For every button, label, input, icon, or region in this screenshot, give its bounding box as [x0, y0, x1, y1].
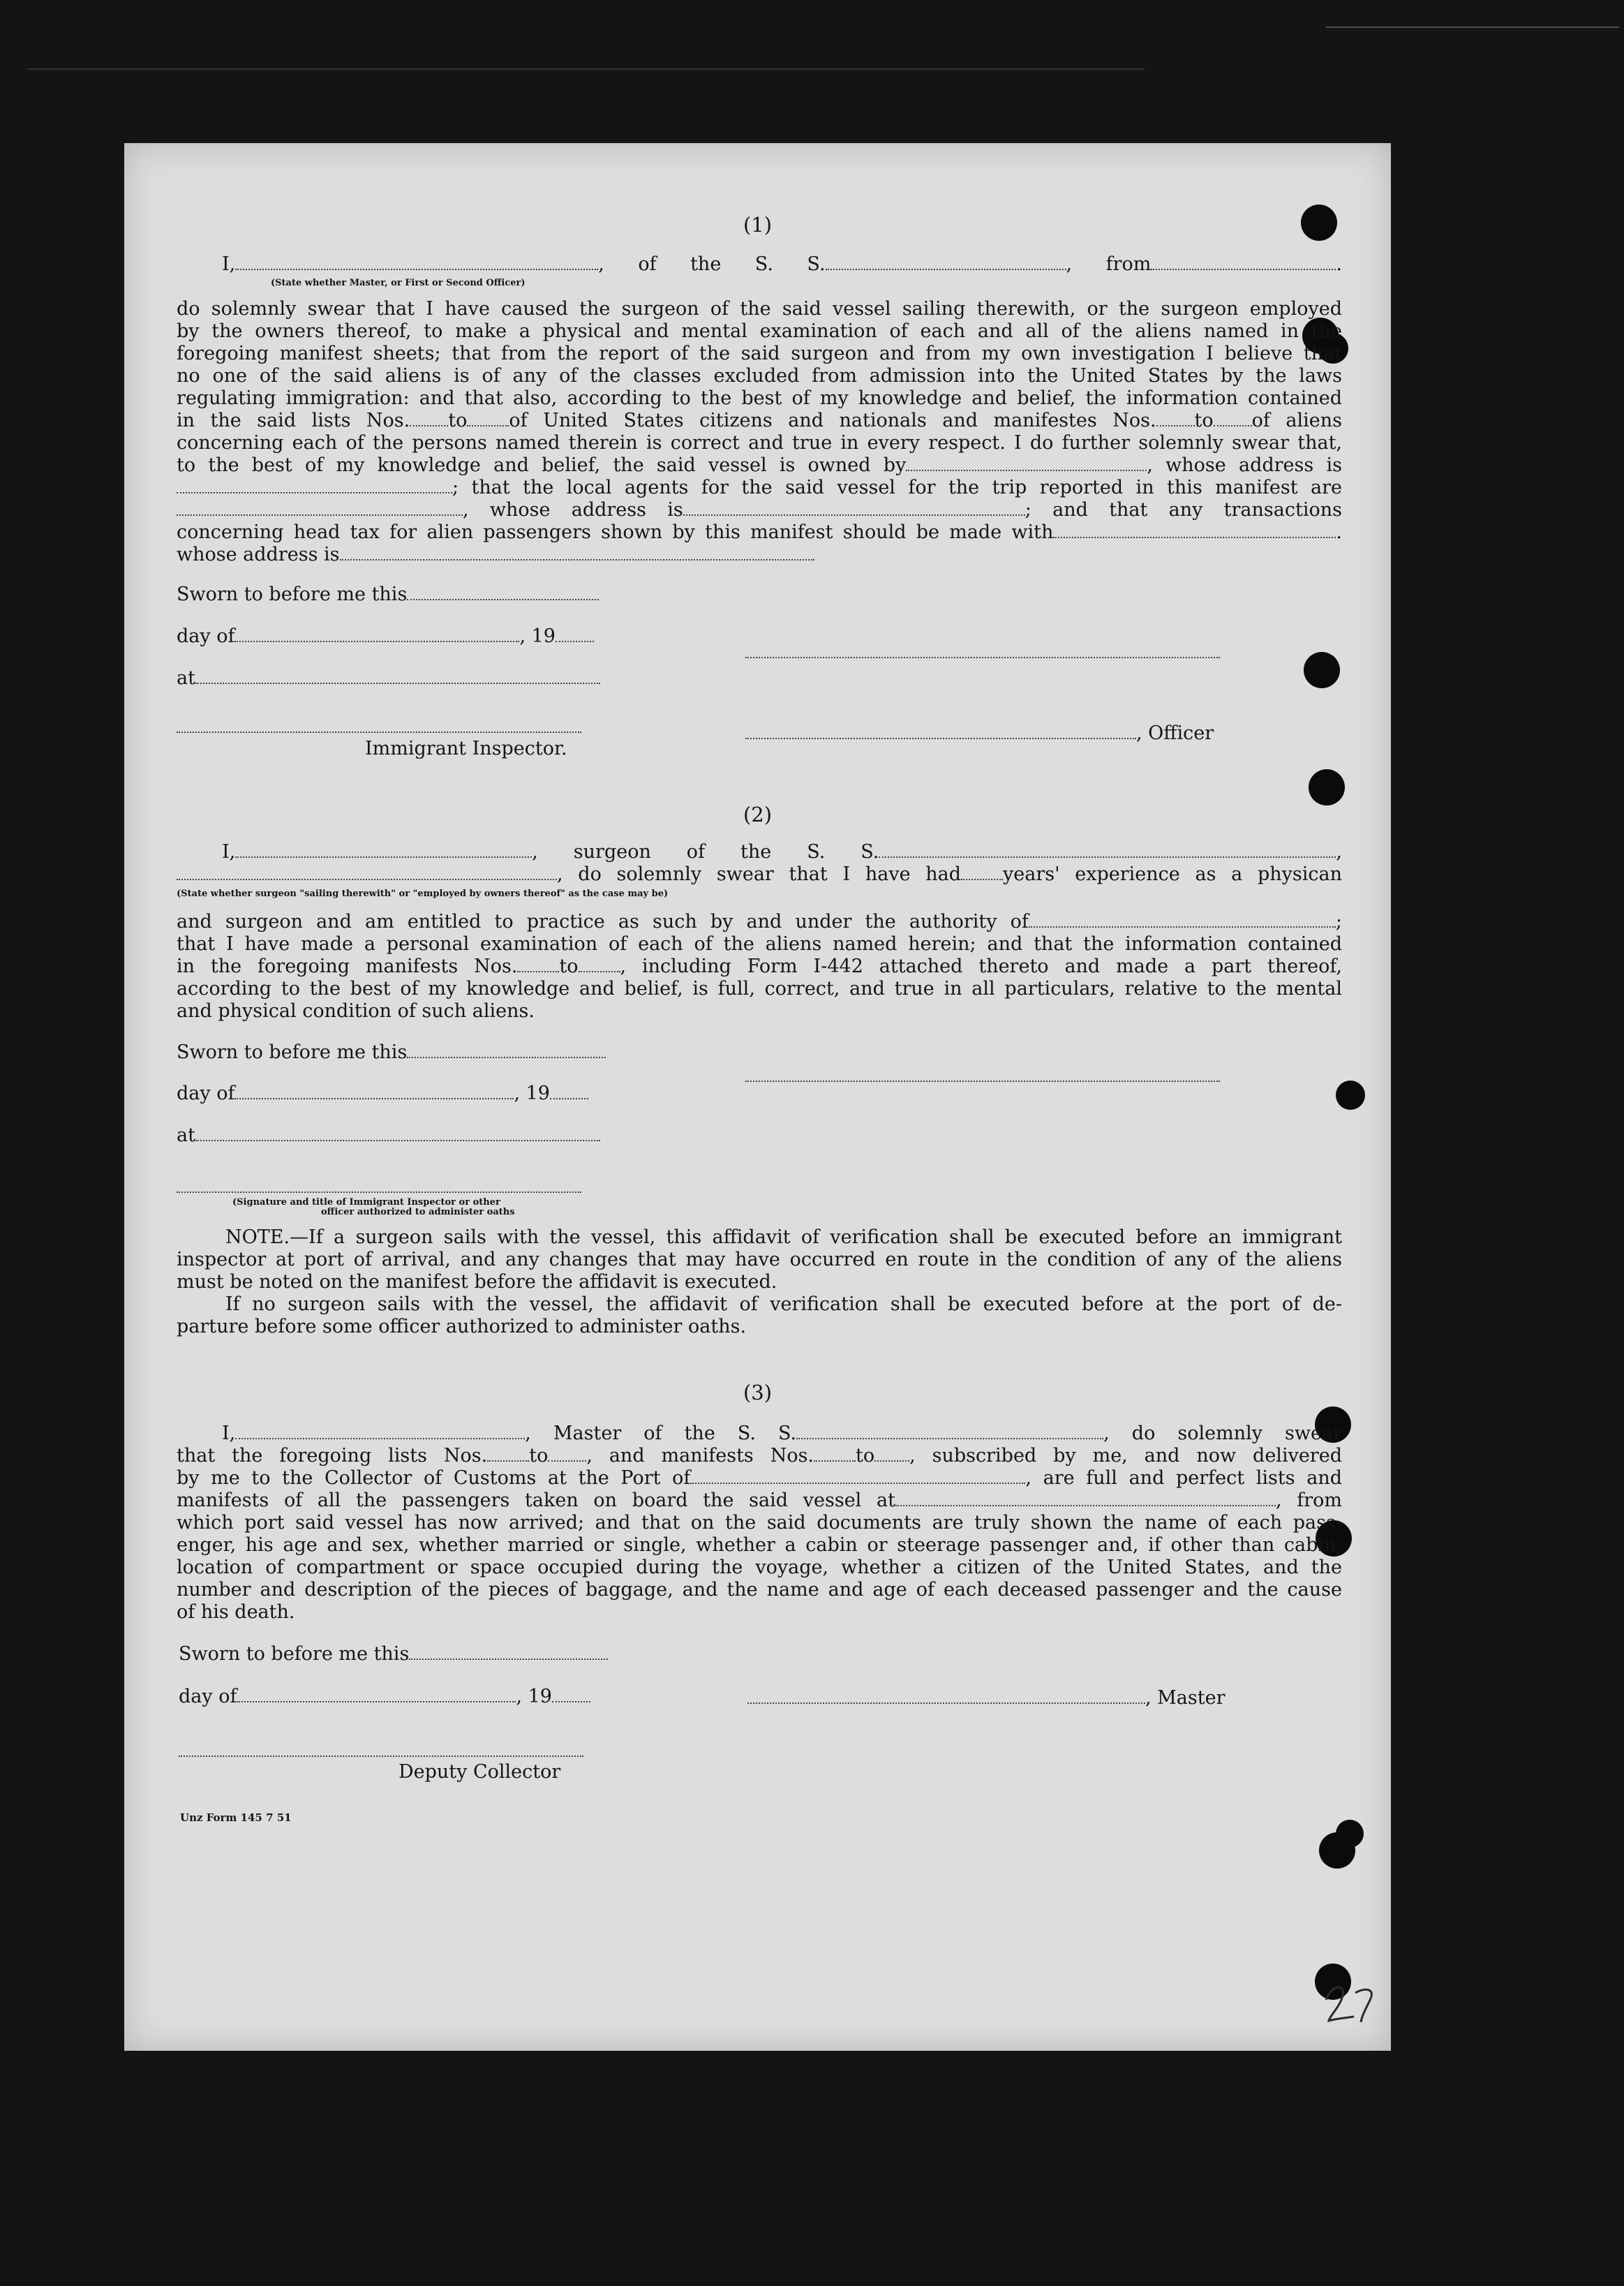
punch-hole	[1309, 769, 1345, 806]
section-3-text-line: location of compartment or space occupied during the voyage, whether a citizen of the United States, and the	[177, 1557, 1342, 1578]
note-text-line: NOTE.—If a surgeon sails with the vessel, this affidavit of verification shall be executed before an immigrant	[225, 1226, 1342, 1248]
section-3-text-line: enger, his age and sex, whether married or single, whether a cabin or steerage passenger and, if other than cabin,	[177, 1534, 1342, 1556]
section-1-number: (1)	[743, 213, 773, 237]
punch-hole	[1336, 1820, 1364, 1848]
section-1-line-1: I, , of the S. S. , from .	[222, 253, 1342, 275]
section-2-text-line: that I have made a personal examination of each of the aliens named herein; and that the information contained	[177, 933, 1342, 955]
scan-artifact-top-left	[28, 68, 1145, 70]
section-1-text-line: concerning each of the persons named therein is correct and true in every respect. I do further solemnly swear that,	[177, 432, 1342, 454]
handwritten-page-mark	[1322, 1972, 1385, 2028]
section-3-line-2: that the foregoing lists Nos. to , and manifests Nos. to , subscribed by me, and now delivered	[177, 1445, 1342, 1467]
section-1-line-agents-address: , whose address is ; and that any transactions	[177, 499, 1342, 521]
deputy-collector-caption: Deputy Collector	[398, 1761, 561, 1783]
section-2-line-authority: and surgeon and am entitled to practice as such by and under the authority of ;	[177, 911, 1342, 933]
note-officer-title: (State whether Master, or First or Second Officer)	[271, 278, 526, 288]
sworn-field: Sworn to before me this	[177, 1041, 606, 1063]
section-1-text-line: foregoing manifest sheets; that from the report of the said surgeon and from my own investigation I believe that	[177, 343, 1342, 364]
at-field: at	[177, 667, 600, 689]
inspector-signature-line	[177, 1192, 581, 1193]
immigrant-inspector-caption: Immigrant Inspector.	[365, 738, 567, 759]
note-text-line: must be noted on the manifest before the affidavit is executed.	[177, 1271, 777, 1293]
sworn-field: Sworn to before me this	[179, 1643, 608, 1665]
note-text-line: parture before some officer authorized to administer oaths.	[177, 1316, 747, 1337]
scan-artifact-top	[1326, 27, 1619, 28]
section-3-text-line: of his death.	[177, 1601, 295, 1623]
manifest-affidavit-page	[124, 143, 1391, 2051]
day-of-field: day of , 19	[177, 625, 594, 647]
day-of-field: day of , 19	[179, 1686, 590, 1707]
section-1-text-line: no one of the said aliens is of any of the classes excluded from admission into the United States by the laws	[177, 365, 1342, 387]
section-1-text-line: by the owners thereof, to make a physical and mental examination of each and all of the aliens named in the	[177, 320, 1342, 342]
section-3-line-3: by me to the Collector of Customs at the Port of , are full and perfect lists and	[177, 1467, 1343, 1489]
punch-hole	[1336, 1081, 1365, 1110]
section-3-line-1: I, , Master of the S. S. , do solemnly swear	[222, 1423, 1342, 1444]
punch-hole	[1304, 652, 1340, 688]
section-1-line-whose: whose address is	[177, 544, 1342, 566]
section-1-line-headtax: concerning head tax for alien passengers shown by this manifest should be made with .	[177, 521, 1342, 543]
signature-line	[745, 657, 1220, 658]
inspector-signature-line	[177, 732, 581, 733]
signature-note: (Signature and title of Immigrant Inspector or other	[232, 1197, 500, 1208]
section-2-line-manifests: in the foregoing manifests Nos. to , including Form I-442 attached thereto and made a part thereof,	[177, 956, 1342, 977]
section-1-text-line: regulating immigration: and that also, according to the best of my knowledge and belief, the information contained	[177, 387, 1342, 409]
note-surgeon-type: (State whether surgeon "sailing therewith" or "employed by owners thereof" as the case may be)	[177, 889, 669, 899]
section-2-line-1: I, , surgeon of the S. S. ,	[222, 841, 1342, 863]
section-3-line-4: manifests of all the passengers taken on board the said vessel at , from	[177, 1490, 1342, 1511]
at-field: at	[177, 1125, 600, 1146]
section-1-line-owned: to the best of my knowledge and belief, the said vessel is owned by , whose address is	[177, 454, 1342, 476]
section-2-line-2: , do solemnly swear that I have had years' experience as a physican	[177, 863, 1342, 886]
note-text-line: inspector at port of arrival, and any changes that may have occurred en route in the condition of any of the aliens	[177, 1249, 1342, 1270]
section-3-number: (3)	[743, 1381, 773, 1404]
signature-note: officer authorized to administer oaths	[321, 1207, 515, 1217]
section-3-text-line: number and description of the pieces of baggage, and the name and age of each deceased passenger and the cause	[177, 1579, 1342, 1601]
section-2-text-line: and physical condition of such aliens.	[177, 1000, 535, 1022]
day-of-field: day of , 19	[177, 1083, 588, 1104]
section-2-text-line: according to the best of my knowledge and belief, is full, correct, and true in all particulars, relative to the mental	[177, 978, 1342, 1000]
form-number: Unz Form 145 7 51	[180, 1811, 292, 1824]
sworn-field: Sworn to before me this	[177, 584, 599, 605]
section-1-line-nos: in the said lists Nos. to of United States citizens and nationals and manifestes Nos. to of aliens	[177, 410, 1342, 431]
note-text-line: If no surgeon sails with the vessel, the affidavit of verification shall be executed before at the port of de-	[225, 1293, 1342, 1315]
section-1-line-agents: ; that the local agents for the said vessel for the trip reported in this manifest are	[177, 477, 1342, 499]
officer-signature-field: , Officer	[745, 722, 1214, 744]
section-2-number: (2)	[743, 803, 773, 826]
section-1-text-line: do solemnly swear that I have caused the surgeon of the said vessel sailing therewith, or the surgeon employed	[177, 298, 1342, 320]
collector-signature-line	[179, 1756, 583, 1757]
section-3-text-line: which port said vessel has now arrived; and that on the said documents are truly shown the name of each pass-	[177, 1512, 1342, 1534]
signature-line	[745, 1081, 1220, 1082]
master-signature-field: , Master	[747, 1687, 1226, 1709]
